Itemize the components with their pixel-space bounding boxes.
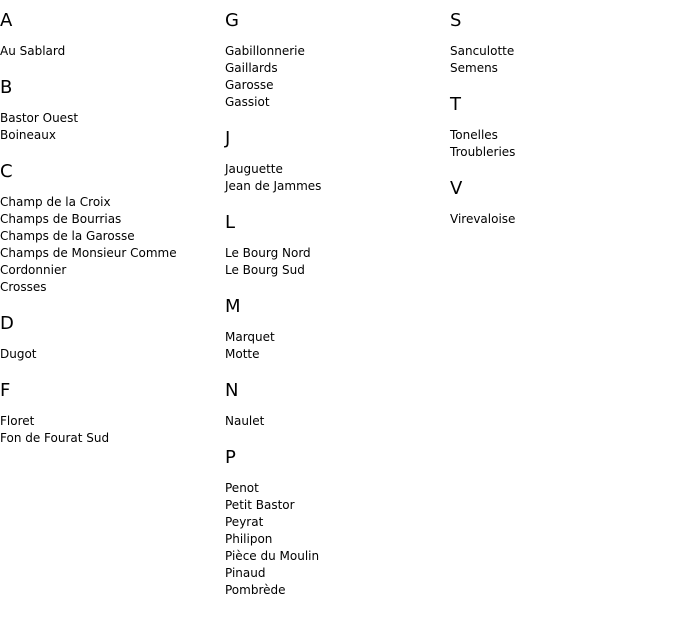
place-list bbox=[450, 43, 670, 77]
letter-group-c bbox=[0, 161, 220, 296]
place-item: Gabillonnerie bbox=[225, 44, 305, 58]
letter-heading: N bbox=[225, 380, 239, 401]
index-column-1 bbox=[0, 10, 220, 464]
place-item: Petit Bastor bbox=[225, 498, 295, 512]
letter-group-s bbox=[450, 10, 670, 77]
place-list bbox=[0, 110, 220, 144]
place-item: Pièce du Moulin bbox=[225, 549, 320, 563]
place-item: Au Sablard bbox=[0, 44, 66, 58]
place-list bbox=[0, 346, 220, 363]
place-item: Champs de la Garosse bbox=[0, 229, 135, 243]
place-list bbox=[450, 211, 670, 228]
place-item: Boineaux bbox=[0, 128, 56, 142]
letter-heading: A bbox=[0, 10, 13, 31]
place-item: Peyrat bbox=[225, 515, 264, 529]
place-list bbox=[225, 245, 445, 279]
place-item: Jean de Jammes bbox=[225, 179, 322, 193]
letter-group-g bbox=[225, 10, 445, 111]
place-item: Naulet bbox=[225, 414, 265, 428]
place-item: Virevaloise bbox=[450, 212, 516, 226]
place-list bbox=[225, 413, 445, 430]
place-list bbox=[225, 43, 445, 111]
letter-heading: T bbox=[450, 94, 461, 115]
place-list bbox=[450, 127, 670, 161]
place-item: Pombrède bbox=[225, 583, 286, 597]
letter-group-f bbox=[0, 380, 220, 447]
letter-group-n bbox=[225, 380, 445, 430]
letter-group-p bbox=[225, 447, 445, 599]
letter-group-j bbox=[225, 128, 445, 195]
letter-group-b bbox=[0, 77, 220, 144]
place-item: Philipon bbox=[225, 532, 273, 546]
place-item: Cordonnier bbox=[0, 263, 67, 277]
letter-group-a bbox=[0, 10, 220, 60]
letter-group-v bbox=[450, 178, 670, 228]
place-item: Tonelles bbox=[450, 128, 498, 142]
place-item: Gassiot bbox=[225, 95, 270, 109]
place-item: Champ de la Croix bbox=[0, 195, 111, 209]
place-item: Garosse bbox=[225, 78, 274, 92]
place-item: Motte bbox=[225, 347, 260, 361]
place-item: Le Bourg Sud bbox=[225, 263, 305, 277]
index-column-2 bbox=[225, 10, 445, 616]
letter-heading: J bbox=[225, 128, 231, 149]
place-item: Troubleries bbox=[450, 145, 516, 159]
place-item: Gaillards bbox=[225, 61, 278, 75]
place-item: Pinaud bbox=[225, 566, 266, 580]
place-item: Fon de Fourat Sud bbox=[0, 431, 110, 445]
index-column-3 bbox=[450, 10, 670, 245]
place-item: Semens bbox=[450, 61, 498, 75]
place-item: Jauguette bbox=[225, 162, 283, 176]
place-item: Bastor Ouest bbox=[0, 111, 79, 125]
place-list bbox=[225, 161, 445, 195]
letter-heading: S bbox=[450, 10, 462, 31]
place-list bbox=[0, 413, 220, 447]
letter-heading: C bbox=[0, 161, 13, 182]
letter-group-d bbox=[0, 313, 220, 363]
letter-group-m bbox=[225, 296, 445, 363]
letter-heading: M bbox=[225, 296, 241, 317]
place-item: Marquet bbox=[225, 330, 275, 344]
place-item: Champs de Monsieur Comme bbox=[0, 246, 177, 260]
letter-heading: B bbox=[0, 77, 13, 98]
letter-heading: L bbox=[225, 212, 236, 233]
place-item: Penot bbox=[225, 481, 259, 495]
letter-heading: G bbox=[225, 10, 239, 31]
place-item: Dugot bbox=[0, 347, 37, 361]
place-item: Champs de Bourrias bbox=[0, 212, 122, 226]
place-list bbox=[225, 480, 445, 599]
letter-heading: P bbox=[225, 447, 236, 468]
place-item: Le Bourg Nord bbox=[225, 246, 311, 260]
place-item: Sanculotte bbox=[450, 44, 515, 58]
letter-group-t bbox=[450, 94, 670, 161]
letter-heading: V bbox=[450, 178, 463, 199]
letter-heading: D bbox=[0, 313, 14, 334]
place-list bbox=[0, 43, 220, 60]
letter-heading: F bbox=[0, 380, 11, 401]
place-list bbox=[225, 329, 445, 363]
place-item: Floret bbox=[0, 414, 35, 428]
place-list bbox=[0, 194, 220, 296]
letter-group-l bbox=[225, 212, 445, 279]
place-item: Crosses bbox=[0, 280, 47, 294]
